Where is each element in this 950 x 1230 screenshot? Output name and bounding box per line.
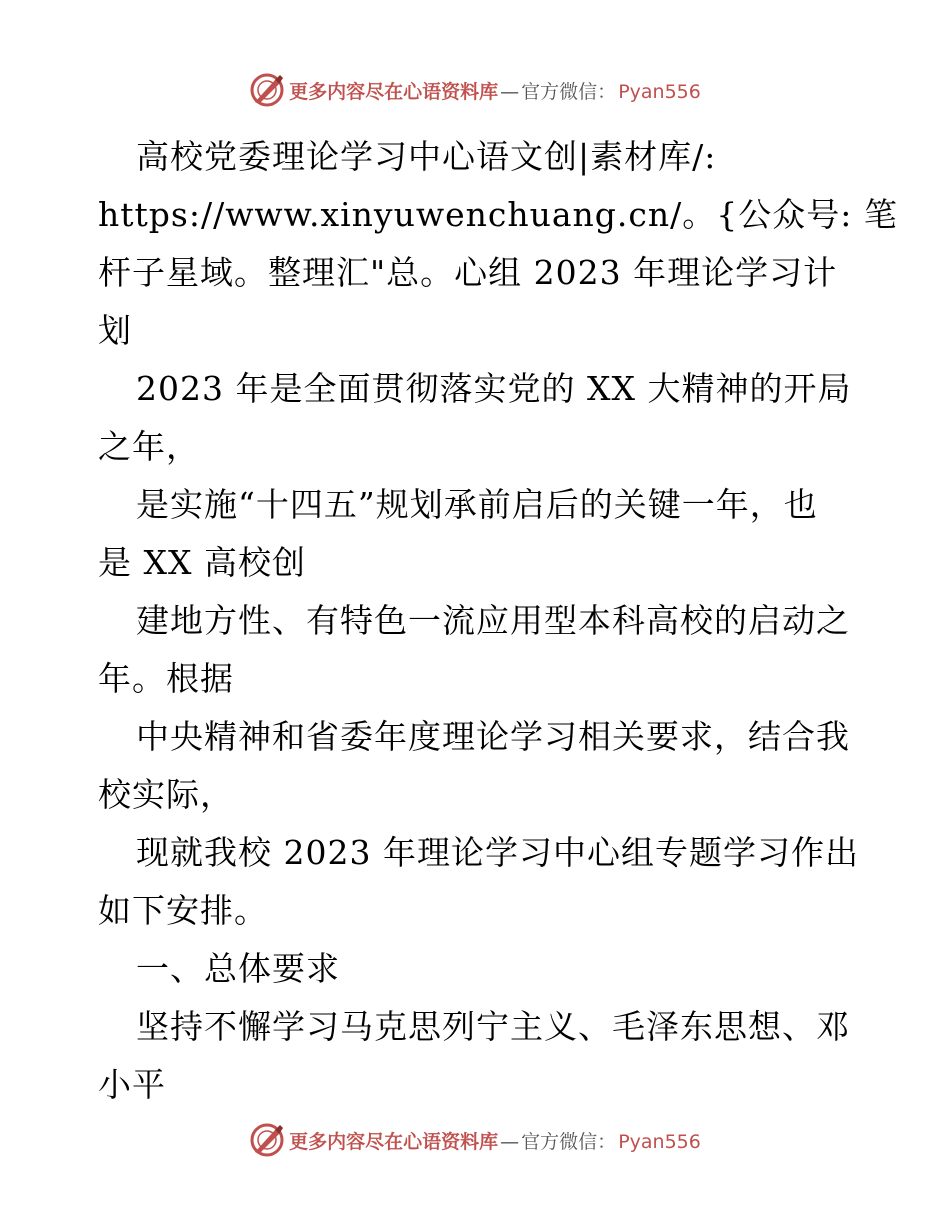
body-line: 划 <box>98 311 132 350</box>
body-line: 杆子星域。整理汇"总。心组 2023 年理论学习计 <box>98 253 838 292</box>
banner-wechat-label: 官方微信： <box>521 1130 617 1153</box>
banner-main-text: 更多内容尽在心语资料库 <box>289 80 499 103</box>
body-line: 是实施“十四五”规划承前启后的关键一年，也 <box>136 485 818 524</box>
body-line: 高校党委理论学习中心语文创|素材库/: <box>136 137 717 176</box>
section-heading: 一、总体要求 <box>136 949 340 988</box>
body-line: https://www.xinyuwenchuang.cn/。{公众号: 笔 <box>98 195 898 234</box>
footer-banner <box>0 1120 950 1160</box>
body-line: 小平 <box>98 1065 166 1104</box>
banner-wechat-id: Pyan556 <box>618 80 701 103</box>
banner-main-text: 更多内容尽在心语资料库 <box>289 1130 499 1153</box>
body-line: 如下安排。 <box>98 891 268 930</box>
body-line: 中央精神和省委年度理论学习相关要求，结合我 <box>136 717 850 756</box>
pen-logo-icon <box>249 72 285 108</box>
pen-logo-icon <box>249 1122 285 1158</box>
body-line: 校实际， <box>98 775 234 814</box>
body-line: 是 XX 高校创 <box>98 543 306 582</box>
document-body <box>98 128 898 1114</box>
body-line: 建地方性、有特色一流应用型本科高校的启动之 <box>136 601 850 640</box>
body-line: 2023 年是全面贯彻落实党的 XX 大精神的开局 <box>136 369 852 408</box>
body-line: 之年， <box>98 427 200 466</box>
body-line: 现就我校 2023 年理论学习中心组专题学习作出 <box>136 833 859 872</box>
banner-dash: — <box>500 1130 520 1153</box>
body-line: 年。根据 <box>98 659 234 698</box>
header-banner <box>0 70 950 110</box>
banner-wechat-id: Pyan556 <box>618 1130 701 1153</box>
banner-wechat-label: 官方微信： <box>521 80 617 103</box>
body-line: 坚持不懈学习马克思列宁主义、毛泽东思想、邓 <box>136 1007 850 1046</box>
banner-dash: — <box>500 80 520 103</box>
